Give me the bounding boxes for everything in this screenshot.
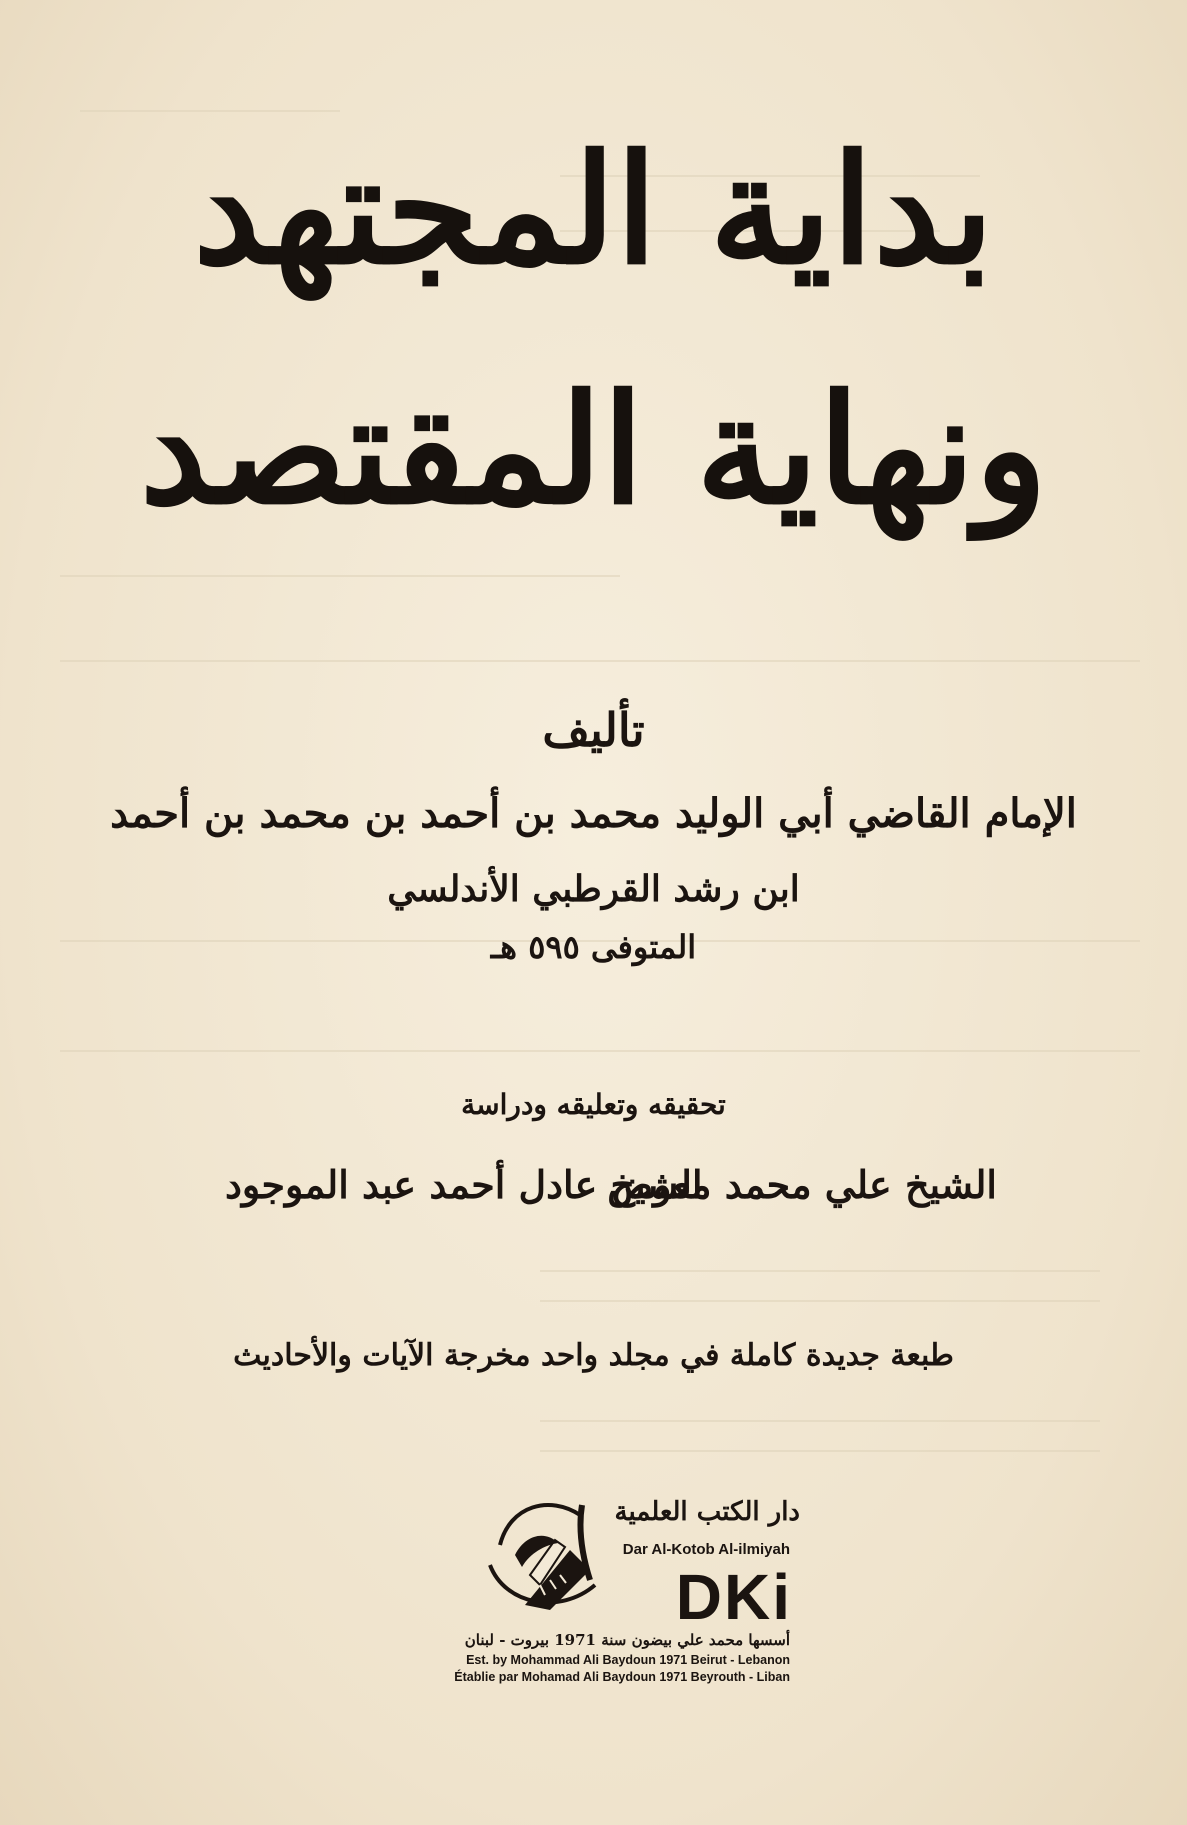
publisher-logo-icon	[470, 1485, 610, 1625]
publisher-established-french: Établie par Mohamad Ali Baydoun 1971 Beyrouth - Liban	[454, 1670, 790, 1684]
bleed-through-line	[540, 1450, 1100, 1452]
bleed-through-line	[60, 1050, 1140, 1052]
editor-name: الشيخ علي محمد معوض	[607, 1162, 997, 1207]
author-name-line-1: الإمام القاضي أبي الوليد محمد بن أحمد بن محمد بن أحمد	[110, 790, 1077, 837]
publisher-name-arabic: دار الكتب العلمية	[614, 1497, 800, 1527]
bleed-through-line	[540, 1420, 1100, 1422]
bleed-through-line	[540, 1270, 1100, 1272]
book-title-line-2: ونهاية المقتصد	[139, 362, 1048, 538]
editing-label: تحقيقه وتعليقه ودراسة	[461, 1088, 726, 1121]
bleed-through-line	[60, 660, 1140, 662]
bleed-through-line	[60, 575, 620, 577]
publisher-block	[440, 1485, 820, 1685]
book-title-line-1: بداية المجتهد	[193, 122, 994, 298]
author-name-line-2: ابن رشد القرطبي الأندلسي	[387, 868, 800, 910]
bleed-through-line	[540, 1300, 1100, 1302]
bleed-through-line	[80, 110, 340, 112]
publisher-established-arabic: أسسها محمد علي بيضون سنة 1971 بيروت - لبنان	[464, 1631, 790, 1649]
publisher-established-english: Est. by Mohammad Ali Baydoun 1971 Beirut - Lebanon	[466, 1653, 790, 1667]
authorship-label: تأليف	[542, 703, 645, 757]
author-death-date: المتوفى ٥٩٥ هـ	[490, 928, 697, 966]
editor-name: الشيخ عادل أحمد عبد الموجود	[225, 1162, 703, 1207]
edition-note: طبعة جديدة كاملة في مجلد واحد مخرجة الآيات والأحاديث	[233, 1338, 954, 1373]
publisher-name-english: Dar Al-Kotob Al-ilmiyah	[622, 1541, 790, 1558]
publisher-acronym: DKi	[675, 1561, 792, 1633]
editors-row	[0, 1162, 1187, 1222]
